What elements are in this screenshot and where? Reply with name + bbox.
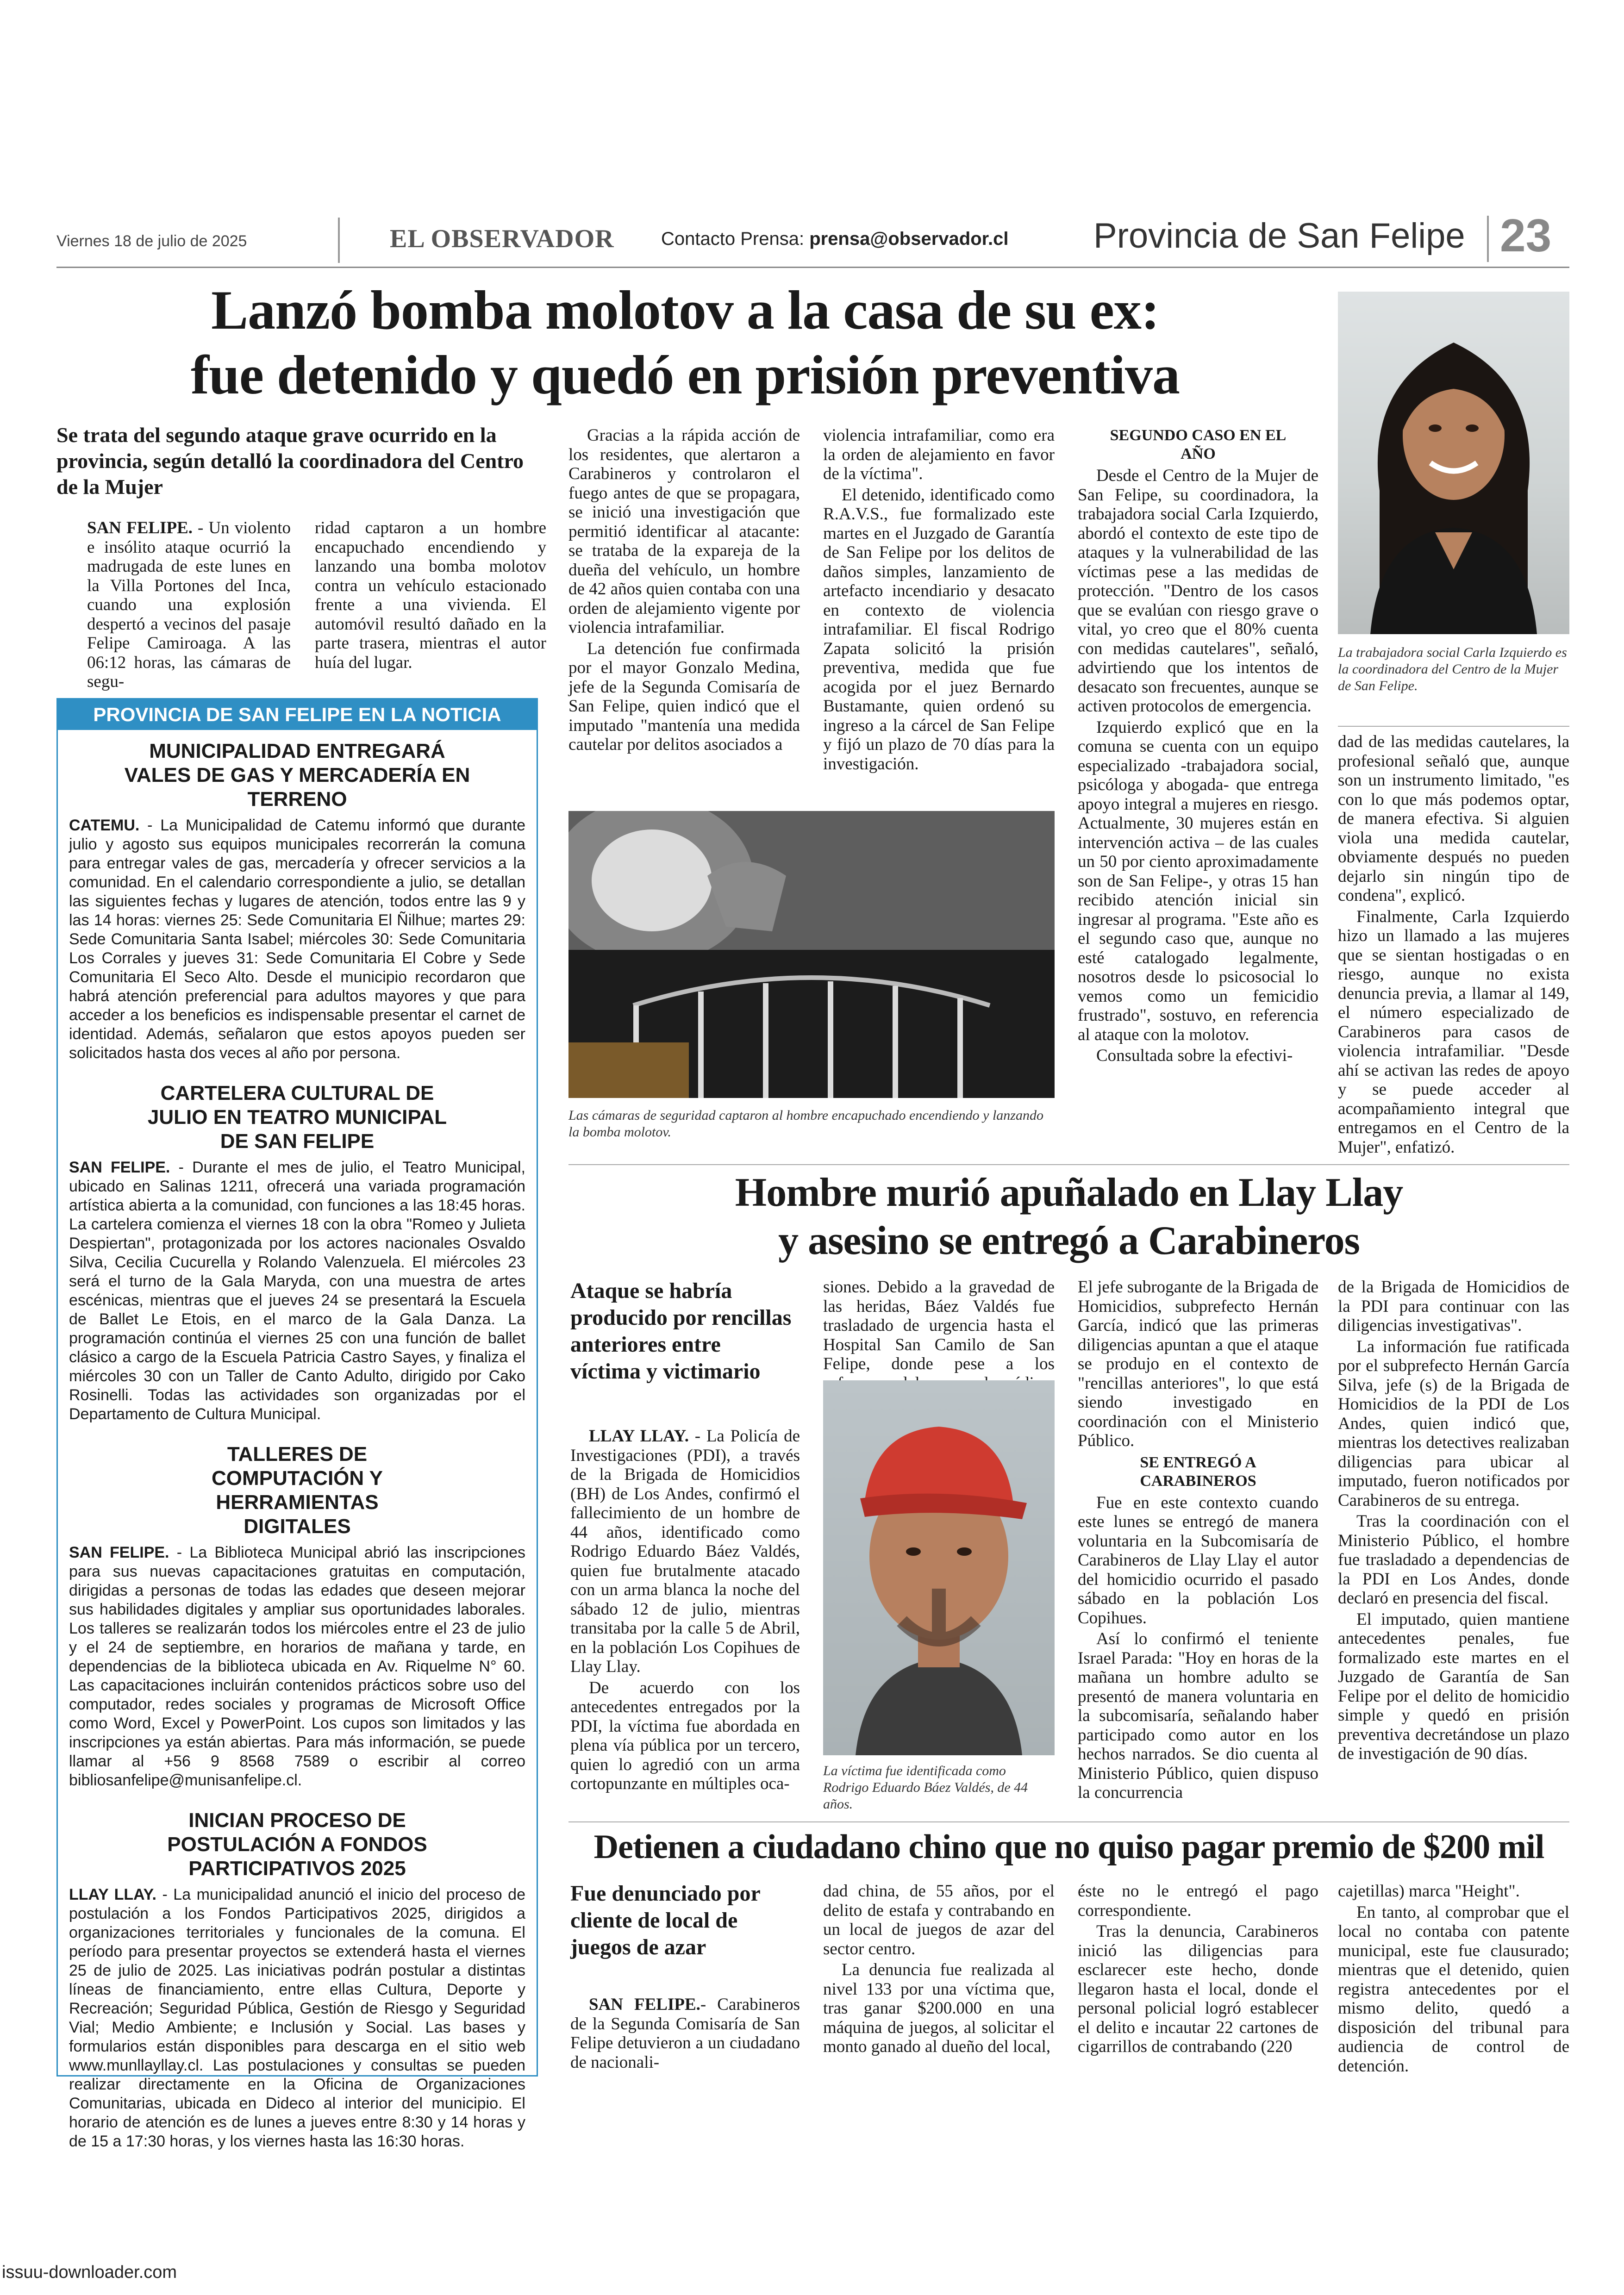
article1-col1-text: - Un violento e insólito ataque ocurrió la madrugada de este lunes en la Villa Portones del Inca, cuando una explosión despertó a vecinos del pasaje Felipe Camiroaga. A las 06:12 horas, las cámaras de segu- (87, 518, 291, 691)
article3-col1-text: - Carabineros de la Segunda Comisaría de San Felipe detuvieron a un ciudadano de nacionali- (570, 1995, 800, 2072)
victim-photo-illustration (823, 1380, 1055, 1755)
security-camera-illustration (568, 811, 1055, 1098)
sidebar-item-title: MUNICIPALIDAD ENTREGARÁ VALES DE GAS Y MERCADERÍA EN TERRENO (124, 740, 470, 811)
article2-col1-p2: De acuerdo con los antecedentes entregados por la PDI, la víctima fue abordada en plena vía pública por un tercero, quien lo agredió con un arma cortopunzante en múltiples oca- (570, 1678, 800, 1793)
sidebar-item (69, 1442, 525, 1790)
article1-col5-heading: SEGUNDO CASO EN EL AÑO (1110, 427, 1287, 462)
article3-col2-p1: dad china, de 55 años, por el delito de estafa y contrabando en un local de juegos de azar del sector centro. (823, 1882, 1055, 1958)
sidebar-item-text: - La municipalidad anunció el inicio del proceso de postulación a los Fondos Participativos 2025, dirigidos a organizaciones territoriales y funcionales de la comuna. El período para presentar proyectos se extenderá hasta el viernes 25 de julio de 2025. Las iniciativas podrán postular a distintas líneas de financiamiento, entre ellas Cultura, Deporte y Recreación; Seguridad Pública, Gestión de Riesgo y Seguridad Vial; Medio Ambiente; e Inclusión y Social. Las bases y formularios están disponibles para descarga en el sitio web www.munllayllay.cl. Las postulaciones y consultas se pueden realizar directamente en la Oficina de Organizaciones Comunitarias, ubicada en Dideco al interior del municipio. El horario de atención es de lunes a jueves entre 8:30 y 14 horas y de 15 a 17:30 horas, y los viernes hasta las 16:30 horas. (69, 1886, 525, 2150)
sidebar-item-title: TALLERES DE COMPUTACIÓN Y HERRAMIENTAS DIGITALES (212, 1443, 383, 1538)
site-watermark: issuu-downloader.com (2, 2263, 177, 2282)
sidebar-item-body (69, 1885, 525, 2151)
sidebar-item-dateline: CATEMU. (69, 817, 140, 834)
article1-col6 (1338, 732, 1569, 1159)
article1-col4 (823, 426, 1055, 775)
article3-dateline: SAN FELIPE. (589, 1995, 700, 2014)
article1-headline-line2: fue detenido y quedó en prisión preventiva (191, 344, 1180, 405)
sidebar-item-text: - La Municipalidad de Catemu informó que durante julio y agosto sus equipos municipales recorrerán la comuna para entregar vales de gas, mercadería y ofrecer servicios a la comunidad. En el calendario correspondiente a julio, se detallan las siguientes fechas y lugares de atención, todos entre las 9 y las 14 horas: viernes 25: Sede Comunitaria El Ñilhue; martes 29: Sede Comunitaria Santa Isabel; miércoles 30: Sede Comunitaria Los Corrales y jueves 31: Sede Comunitaria El Cobre y Sede Comunitaria El Seco Alto. Desde el municipio recordaron que habrá atención preferencial para adultos mayores y que para acceder a los beneficios es indispensable presentar el carnet de identidad. Además, señalaron que estos apoyos pueden ser solicitados hasta dos veces al año por persona. (69, 817, 525, 1062)
article1-dateline: SAN FELIPE. (87, 518, 193, 537)
article2-col4 (1338, 1278, 1569, 1765)
article1-col6-p2: Finalmente, Carla Izquierdo hizo un llamado a las mujeres que se sientan hostigadas o en riesgo, aunque no exista denuncia previa, a llamar al 149, el número especializado de Carabineros para casos de violencia intrafamiliar. "Desde ahí se activan las redes de apoyo y se puede acceder al acompañamiento integral que entregamos en el Centro de la Mujer", enfatizó. (1338, 907, 1569, 1157)
sidebar-item (69, 1809, 525, 2151)
article3-col4 (1338, 1882, 1569, 2077)
article2-headline (568, 1169, 1569, 1265)
sidebar-item-dateline: SAN FELIPE. (69, 1159, 170, 1176)
sidebar-item-body (69, 1158, 525, 1424)
article1-headline-line1: Lanzó bomba molotov a la casa de su ex: (211, 279, 1159, 341)
portrait-rule (1338, 726, 1569, 727)
article3-col3-p2: Tras la denuncia, Carabineros inició las diligencias para esclarecer este hecho, donde llegaron hasta el local, donde el personal policial logró establecer el delito e incautar 22 cartones de cigarrillos de contrabando (220 (1078, 1922, 1318, 2056)
article1-col3-p2: La detención fue confirmada por el mayor Gonzalo Medina, jefe de la Segunda Comisaría de San Felipe, quien indicó que el imputado "mantenía una medida cautelar por delitos asociados a (568, 639, 800, 754)
article1-col4-p1: violencia intrafamiliar, como era la orden de alejamiento en favor de la víctima". (823, 426, 1055, 483)
article1-col2 (315, 518, 546, 674)
article3-col2-p2: La denuncia fue realizada al nivel 133 por una víctima que, tras ganar $200.000 en una máquina de juegos, al solicitar el monto ganado al dueño del local, (823, 1960, 1055, 2056)
article1-col2-text: ridad captaron a un hombre encapuchado encendiendo y lanzando una bomba molotov contra un vehículo estacionado frente a una vivienda. El automóvil resultó dañado en la parte trasera, mientras el autor huía del lugar. (315, 518, 546, 672)
article3-col2 (823, 1882, 1055, 2058)
sidebar-items (58, 739, 537, 2151)
security-camera-photo (568, 811, 1055, 1098)
sidebar-item (69, 1081, 525, 1424)
article1-col3-p1: Gracias a la rápida acción de los residentes, que alertaron a Carabineros y controlaron el fuego antes de que se propagara, se inició una investigación que permitió identificar al atacante: se trataba de la expareja de la dueña del vehículo, un hombre de 42 años quien contaba con una orden de alejamiento vigente por violencia intrafamiliar. (568, 426, 800, 637)
page-number: 23 (1500, 210, 1552, 262)
article3-headline: Detienen a ciudadano chino que no quiso pagar premio de $200 mil (593, 1828, 1544, 1866)
article2-col3-p3: Así lo confirmó el teniente Israel Parada: "Hoy en horas de la mañana un hombre adulto se presentó de manera voluntaria en la subcomisaría, señalando haber participado como autor en los hechos narrados. Se dio cuenta al Ministerio Público, quien dispuso la concurrencia (1078, 1629, 1318, 1802)
sidebar-item-text: - La Biblioteca Municipal abrió las inscripciones para sus nuevas capacitaciones gratuitas en computación, dirigidas a personas de todas las edades que deseen mejorar sus habilidades digitales y ampliar sus oportunidades laborales. Los talleres se realizarán todos los miércoles entre el 23 de julio y el 24 de septiembre, en horarios de mañana y tarde, en dependencias de la biblioteca ubicada en Av. Riquelme N° 60. Las capacitaciones incluirán contenidos prácticos sobre uso del computador, redes sociales y programas de Microsoft Office como Word, Excel y PowerPoint. Los cupos son limitados y las inscripciones ya están abiertas. Para más información, se puede llamar al +56 9 8568 7589 o escribir al correo bibliosanfelipe@munisanfelipe.cl. (69, 1544, 525, 1789)
victim-photo-caption: La víctima fue identificada como Rodrigo Eduardo Báez Valdés, de 44 años. (823, 1763, 1028, 1812)
article3-col3 (1078, 1882, 1318, 2058)
article2-headline-line1: Hombre murió apuñalado en Llay Llay (735, 1170, 1403, 1215)
article2-col1 (570, 1427, 800, 1796)
article2-top-rule (568, 1164, 1569, 1165)
article2-col3-p2: Fue en este contexto cuando este lunes se entregó de manera voluntaria en la Subcomisaría de Carabineros de Llay Llay el autor del homicidio ocurrido el pasado sábado en la población Los Copihues. (1078, 1493, 1318, 1628)
issue-date: Viernes 18 de julio de 2025 (56, 232, 247, 250)
portrait-photo (1338, 292, 1569, 634)
article2-col4-p1: de la Brigada de Homicidios de la PDI para continuar con las diligencias investigativas". (1338, 1278, 1569, 1335)
victim-photo (823, 1380, 1055, 1755)
article3-col4-p2: En tanto, al comprobar que el local no contaba con patente municipal, este fue clausurado; mientras que el detenido, quien registra antecedentes por el mismo delito, quedó a disposición del tribunal para audiencia de control de detención. (1338, 1902, 1569, 2076)
portrait-photo-illustration (1338, 292, 1569, 634)
article2-col2-p1: siones. Debido a la gravedad de las heridas, Báez Valdés fue trasladado de urgencia hasta el Hospital San Camilo de San Felipe, donde pese a los (823, 1278, 1055, 1373)
article3-col1 (570, 1995, 800, 2074)
sidebar-item-dateline: SAN FELIPE. (69, 1544, 169, 1561)
header-divider (338, 218, 340, 263)
article2-col4-p2: La información fue ratificada por el subprefecto Hernán García Silva, jefe (s) de la Brigada de Homicidios de la PDI de Los Andes, quien indicó que, mientras los detectives realizaban diligencias para ubicar al imputado, fueron notificados por Carabineros de su entrega. (1338, 1337, 1569, 1510)
sidebar-item-title: INICIAN PROCESO DE POSTULACIÓN A FONDOS PARTICIPATIVOS 2025 (167, 1809, 427, 1880)
article2-col4-p4: El imputado, quien mantiene antecedentes penales, fue formalizado este martes en el Juzgado de Garantía de San Felipe por el delito de homicidio simple y quedó en prisión preventiva decretándose un plazo de investigación de 90 días. (1338, 1609, 1569, 1763)
article2-dateline: LLAY LLAY. (589, 1427, 689, 1446)
sidebar-item-title: CARTELERA CULTURAL DE JULIO EN TEATRO MUNICIPAL DE SAN FELIPE (147, 1082, 447, 1153)
press-contact (661, 229, 1008, 249)
article2-col3 (1078, 1278, 1318, 1804)
article2-headline-line2: y asesino se entregó a Carabineros (778, 1218, 1360, 1263)
article1-col5-p3: Consultada sobre la efectivi- (1096, 1046, 1293, 1065)
article1-col5 (1078, 424, 1318, 1067)
header-divider-right (1487, 216, 1489, 262)
article3-col4-p1: cajetillas) marca "Height". (1338, 1882, 1520, 1901)
portrait-caption: La trabajadora social Carla Izquierdo es la coordinadora del Centro de la Mujer de San Felipe. (1338, 645, 1567, 693)
article3-col3-p1: éste no le entregó el pago correspondiente. (1078, 1882, 1318, 1920)
press-contact-email[interactable]: prensa@observador.cl (809, 229, 1009, 249)
article1-headline (93, 278, 1278, 407)
article1-col4-p2: El detenido, identificado como R.A.V.S., fue formalizado este martes en el Juzgado de Garantía de San Felipe por los delitos de daños simples, lanzamiento de artefacto incendiario y desacato en contexto de violencia intrafamiliar. El fiscal Rodrigo Zapata solicitó la prisión preventiva, medida que fue acogida por el juez Bernardo Bustamante, quien ordenó su ingreso a la cárcel de San Felipe y fijó un plazo de 70 días para la investigación. (823, 485, 1055, 773)
section-name: Provincia de San Felipe (1093, 216, 1465, 256)
article1-subtitle: Se trata del segundo ataque grave ocurrido en la provincia, según detalló la coordinadora del Centro de la Mujer (56, 423, 524, 499)
article2-col1-p1-text: - La Policía de Investigaciones (PDI), a través de la Brigada de Homicidios (BH) de Los Andes, confirmó el fallecimiento de un hombre de 44 años, identificado como Rodrigo Eduardo Báez Valdés, quien fue brutalmente atacado con un arma blanca la noche del sábado 12 de julio, mientras transitaba por la calle 5 de Abril, en la población Los Copihues de Llay Llay. (570, 1427, 800, 1676)
masthead-logo: EL OBSERVADOR (390, 225, 614, 253)
sidebar-item (69, 739, 525, 1063)
article3-top-rule (568, 1821, 1569, 1822)
sidebar-banner: PROVINCIA DE SAN FELIPE EN LA NOTICIA (58, 699, 537, 730)
news-sidebar (56, 698, 538, 2150)
article1-col5-p2: Izquierdo explicó que en la comuna se cuenta con un equipo especializado -trabajadora social, psicóloga y abogada- que entrega apoyo integral a mujeres en riesgo. Actualmente, 30 mujeres están en intervención activa – de las cuales un 50 por ciento aproximadamente son de San Felipe-, y otras 15 han recibido atención inicial sin ingresar al programa. "Este año es el segundo caso que, aunque no esté catalogado legalmente, nosotros desde lo psicosocial lo vemos como un femicidio frustrado", sostuvo, en referencia al ataque con la molotov. (1078, 717, 1318, 1044)
sidebar-item-text: - Durante el mes de julio, el Teatro Municipal, ubicado en Salinas 1211, ofrecerá una variada programación artística abierta a la comunidad, con funciones a las 18:45 horas. La cartelera comienza el viernes 18 con la obra "Romeo y Julieta Despiertan", protagonizada por los actores nacionales Osvaldo Silva, Cecilia Cucurella y Rolando Valenzuela. El miércoles 23 será el turno de la Gala Maryda, con una muestra de artes escénicas, mientras que el jueves 24 se presentará la Escuela de Ballet Le Etois, en el marco de la Gala Danza. La programación continúa el viernes 25 con una función de ballet clásico a cargo de la Escuela Patricia Castro Sayes, y finaliza el miércoles 30 con un Taller de Canto Adulto, dirigido por Cako Rosinelli. Todas las actividades son organizadas por el Departamento de Cultura Municipal. (69, 1159, 525, 1423)
sidebar-item-dateline: LLAY LLAY. (69, 1886, 156, 1903)
article2-col4-p3: Tras la coordinación con el Ministerio Público, el hombre fue trasladado a dependencias de la PDI en Los Andes, donde declaró en presencia del fiscal. (1338, 1512, 1569, 1608)
article2-col3-p1: El jefe subrogante de la Brigada de Homicidios, subprefecto Hernán García, indicó que las primeras diligencias apuntan a que el ataque se produjo en el contexto de "rencillas anteriores", lo que está siendo investigado en coordinación con el Ministerio Público. (1078, 1278, 1318, 1450)
press-contact-label: Contacto Prensa: (661, 229, 805, 249)
security-camera-caption: Las cámaras de seguridad captaron al hombre encapuchado encendiendo y lanzando la bomba molotov. (568, 1108, 1043, 1140)
article1-col6-p1: dad de las medidas cautelares, la profesional señaló que, aunque son un instrumento limitado, "es con lo que más podemos optar, de manera efectiva. Si alguien viola una medida cautelar, obviamente después no pueden dejarlo sin ningún tipo de condena", explicó. (1338, 732, 1569, 905)
article2-col3-heading: SE ENTREGÓ A CARABINEROS (1140, 1453, 1256, 1490)
article1-col1 (87, 518, 291, 693)
header-rule (56, 267, 1569, 268)
article1-col5-p1: Desde el Centro de la Mujer de San Felipe, su coordinadora, la trabajadora social Carla Izquierdo, abordó el contexto de este tipo de ataques y la vulnerabilidad de las víctimas pese a las medidas de protección. "Dentro de los casos que se evalúan con riesgo grave o vital, yo creo que el 80% cuenta con medidas cautelares", señaló, advirtiendo que los intentos de desacato son frecuentes, aunque se activen protocolos de emergencia. (1078, 466, 1318, 716)
article3-subtitle: Fue denunciado por cliente de local de juegos de azar (570, 1881, 760, 1959)
sidebar-item-body (69, 816, 525, 1063)
article1-col3 (568, 426, 800, 756)
sidebar-item-body (69, 1543, 525, 1790)
article2-subtitle: Ataque se habría producido por rencillas anteriores entre víctima y victimario (570, 1278, 792, 1384)
